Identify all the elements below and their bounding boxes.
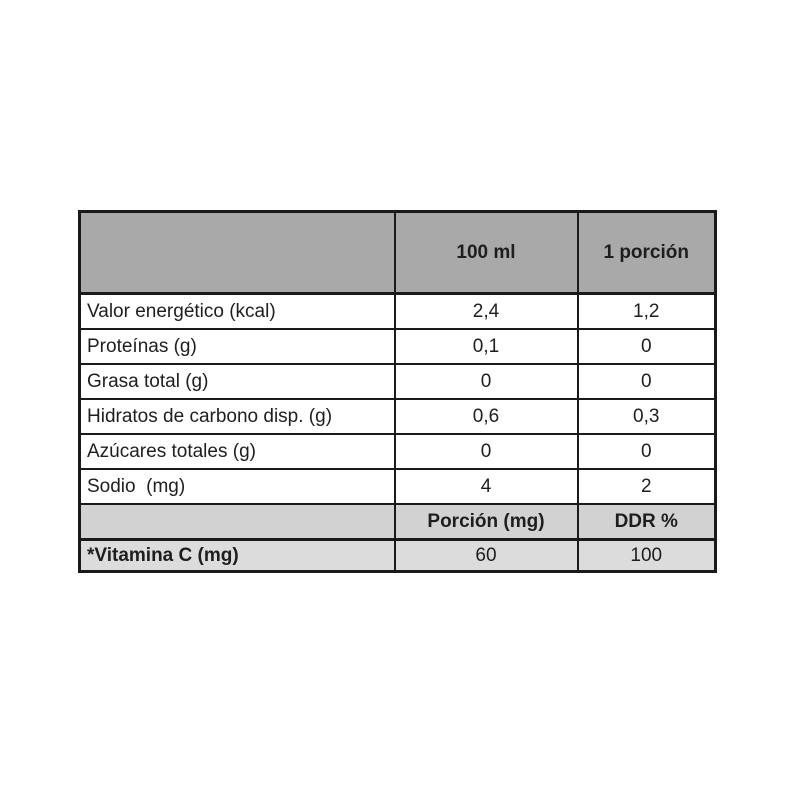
table-row — [80, 469, 716, 504]
row-value-100ml: 2,4 — [395, 294, 578, 330]
row-value-porcion-mg: 60 — [395, 540, 578, 572]
row-label-hidratos-carbono: Hidratos de carbono disp. (g) — [80, 399, 395, 434]
row-label-vitamina-c: *Vitamina C (mg) — [80, 540, 395, 572]
row-label-grasa-total: Grasa total (g) — [80, 364, 395, 399]
subheader-col-ddr: DDR % — [578, 504, 716, 540]
row-label-proteinas: Proteínas (g) — [80, 329, 395, 364]
row-value-porcion: 2 — [578, 469, 716, 504]
row-value-100ml: 0,6 — [395, 399, 578, 434]
row-value-100ml: 0,1 — [395, 329, 578, 364]
table-row — [80, 434, 716, 469]
row-value-porcion: 0 — [578, 434, 716, 469]
table-header-row — [80, 212, 716, 294]
row-label-azucares-totales: Azúcares totales (g) — [80, 434, 395, 469]
header-col-100ml: 100 ml — [395, 212, 578, 294]
row-value-ddr: 100 — [578, 540, 716, 572]
table-subheader-row — [80, 504, 716, 540]
subheader-empty-cell — [80, 504, 395, 540]
row-value-porcion: 0 — [578, 364, 716, 399]
nutrition-table — [78, 210, 717, 573]
row-label-valor-energetico: Valor energético (kcal) — [80, 294, 395, 330]
header-empty-cell — [80, 212, 395, 294]
row-value-100ml: 0 — [395, 434, 578, 469]
row-value-porcion: 0,3 — [578, 399, 716, 434]
table-row — [80, 294, 716, 330]
header-col-1porcion: 1 porción — [578, 212, 716, 294]
table-row — [80, 399, 716, 434]
table-footer-row — [80, 540, 716, 572]
row-value-porcion: 1,2 — [578, 294, 716, 330]
row-value-100ml: 0 — [395, 364, 578, 399]
table-row — [80, 329, 716, 364]
subheader-col-porcion-mg: Porción (mg) — [395, 504, 578, 540]
table-row — [80, 364, 716, 399]
row-value-porcion: 0 — [578, 329, 716, 364]
row-value-100ml: 4 — [395, 469, 578, 504]
row-label-sodio: Sodio (mg) — [80, 469, 395, 504]
